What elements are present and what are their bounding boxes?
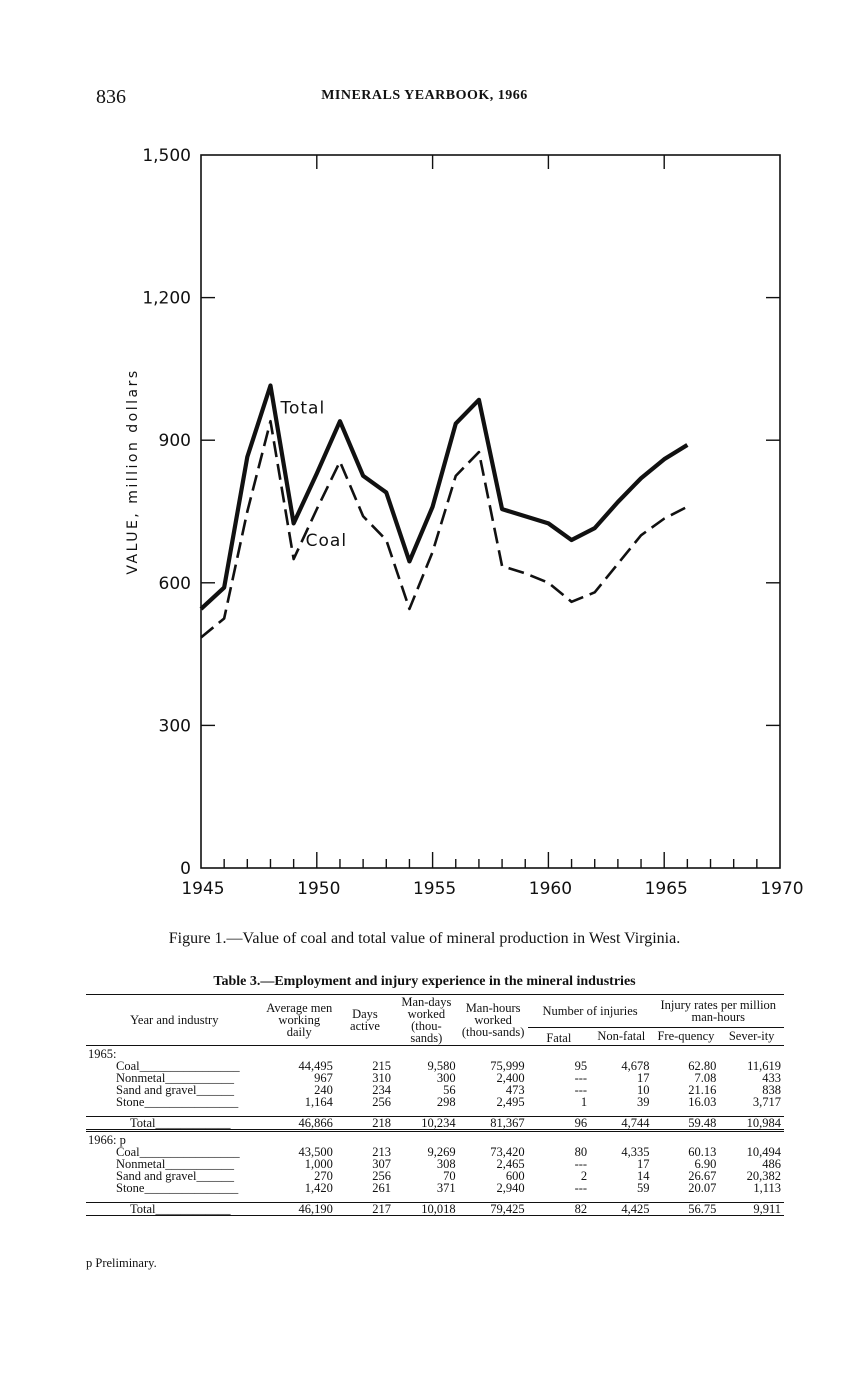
header-man-days: Man-days worked (thou-sands) xyxy=(394,995,459,1046)
x-tick-label: 1950 xyxy=(297,879,341,899)
x-tick-label: 1955 xyxy=(412,879,457,899)
cell-freq: 6.90 xyxy=(694,1157,717,1171)
x-tick-label: 1960 xyxy=(528,879,573,899)
y-axis-title: VALUE, million dollars xyxy=(125,368,141,575)
total-fatal: 82 xyxy=(528,1203,590,1216)
y-tick-label: 300 xyxy=(158,716,191,737)
total-nonfatal: 4,744 xyxy=(590,1117,652,1131)
y-tick-label: 0 xyxy=(180,859,191,879)
footnote: p Preliminary. xyxy=(86,1256,157,1270)
total-man-hours: 81,367 xyxy=(459,1117,528,1131)
cell-men: 1,420 xyxy=(304,1181,333,1195)
total-label: Total____________ xyxy=(86,1117,263,1131)
cell-man-hours: 2,465 xyxy=(496,1157,525,1171)
cell-men: 1,000 xyxy=(304,1157,333,1171)
total-man-hours: 79,425 xyxy=(459,1203,528,1216)
series-label-coal: Coal xyxy=(305,531,348,552)
row-industry: Coal________________ xyxy=(116,1059,240,1073)
cell-men: 270 xyxy=(314,1169,333,1183)
y-tick-label: 600 xyxy=(158,573,191,594)
series-layer xyxy=(201,386,687,638)
series-line-coal xyxy=(201,421,687,637)
cell-sev: 10,494 xyxy=(746,1145,781,1159)
x-tick-label: 1965 xyxy=(644,879,688,899)
row-industry: Nonmetal___________ xyxy=(116,1071,235,1085)
cell-sev: 1,113 xyxy=(753,1181,781,1195)
cell-days: 256 xyxy=(372,1169,392,1183)
header-injury-rates: Injury rates per million man-hours xyxy=(653,995,784,1028)
table-row xyxy=(86,1182,784,1194)
cell-man-hours: 473 xyxy=(505,1083,525,1097)
group-row xyxy=(86,1046,784,1061)
line-chart xyxy=(0,130,849,920)
cell-man-days: 298 xyxy=(436,1095,456,1109)
cell-fatal: 2 xyxy=(580,1169,588,1183)
cell-men: 44,495 xyxy=(298,1059,333,1073)
total-man-days: 10,234 xyxy=(394,1117,459,1131)
cell-fatal: 95 xyxy=(574,1059,588,1073)
cell-sev: 3,717 xyxy=(752,1095,781,1109)
cell-freq: 21.16 xyxy=(688,1083,717,1097)
total-freq: 59.48 xyxy=(653,1117,720,1131)
table-title: Table 3.—Employment and injury experience in the mineral industries xyxy=(213,974,636,989)
cell-sev: 486 xyxy=(762,1157,781,1171)
cell-man-days: 70 xyxy=(443,1169,456,1183)
cell-man-days: 371 xyxy=(436,1181,456,1195)
header-nonfatal: Non-fatal xyxy=(590,1027,652,1045)
x-tick-label: 1945 xyxy=(181,879,225,899)
cell-sev: 11,619 xyxy=(747,1059,781,1073)
cell-days: 307 xyxy=(372,1157,392,1171)
series-label-total: Total xyxy=(280,398,326,419)
cell-sev: 838 xyxy=(762,1083,781,1097)
cell-nonfatal: 4,678 xyxy=(621,1059,650,1073)
header-days-active: Days active xyxy=(336,995,394,1046)
group-label: 1965: xyxy=(88,1047,117,1061)
cell-man-hours: 600 xyxy=(505,1169,525,1183)
cell-freq: 26.67 xyxy=(688,1169,717,1183)
series-line-total xyxy=(201,386,687,609)
cell-days: 256 xyxy=(372,1095,392,1109)
group-label: 1966: p xyxy=(88,1133,126,1147)
cell-fatal: --- xyxy=(574,1071,588,1085)
row-industry: Sand and gravel______ xyxy=(116,1083,235,1097)
total-men: 46,866 xyxy=(263,1117,336,1131)
x-axis-ticks xyxy=(181,155,803,899)
row-industry: Stone_______________ xyxy=(116,1095,239,1109)
cell-nonfatal: 59 xyxy=(637,1181,650,1195)
cell-men: 967 xyxy=(314,1071,333,1085)
header-fatal: Fatal xyxy=(528,1027,590,1045)
cell-fatal: --- xyxy=(574,1181,588,1195)
running-head: MINERALS YEARBOOK, 1966 xyxy=(321,88,528,103)
total-fatal: 96 xyxy=(528,1117,590,1131)
cell-nonfatal: 10 xyxy=(637,1083,650,1097)
page-number: 836 xyxy=(96,86,126,108)
cell-freq: 62.80 xyxy=(688,1059,717,1073)
row-industry: Coal________________ xyxy=(116,1145,240,1159)
cell-days: 213 xyxy=(372,1145,392,1159)
total-nonfatal: 4,425 xyxy=(590,1203,652,1216)
cell-men: 240 xyxy=(314,1083,333,1097)
labels-layer xyxy=(125,368,347,574)
cell-man-hours: 73,420 xyxy=(490,1145,525,1159)
total-men: 46,190 xyxy=(263,1203,336,1216)
header-year-industry: Year and industry xyxy=(86,995,263,1046)
total-sev: 9,911 xyxy=(719,1203,784,1216)
group-row xyxy=(86,1131,784,1147)
cell-man-hours: 2,495 xyxy=(496,1095,525,1109)
cell-days: 234 xyxy=(372,1083,392,1097)
cell-sev: 20,382 xyxy=(746,1169,781,1183)
x-tick-label: 1970 xyxy=(760,879,804,899)
row-industry: Sand and gravel______ xyxy=(116,1169,235,1183)
cell-fatal: 1 xyxy=(580,1095,588,1109)
cell-freq: 7.08 xyxy=(694,1071,717,1085)
cell-freq: 60.13 xyxy=(688,1145,717,1159)
table-body xyxy=(86,1046,784,1216)
y-tick-label: 900 xyxy=(158,431,191,452)
cell-nonfatal: 17 xyxy=(637,1071,650,1085)
cell-nonfatal: 17 xyxy=(637,1157,650,1171)
cell-nonfatal: 4,335 xyxy=(621,1145,650,1159)
cell-fatal: --- xyxy=(574,1157,588,1171)
total-days: 217 xyxy=(336,1203,394,1216)
cell-man-hours: 75,999 xyxy=(490,1059,525,1073)
cell-days: 261 xyxy=(372,1181,392,1195)
header-severity: Sever-ity xyxy=(719,1027,784,1045)
total-days: 218 xyxy=(336,1117,394,1131)
header-frequency: Fre-quency xyxy=(653,1027,720,1045)
cell-fatal: --- xyxy=(574,1083,588,1097)
total-row xyxy=(86,1117,784,1131)
total-sev: 10,984 xyxy=(719,1117,784,1131)
cell-days: 215 xyxy=(372,1059,392,1073)
cell-men: 43,500 xyxy=(298,1145,333,1159)
table-row xyxy=(86,1096,784,1108)
cell-man-hours: 2,400 xyxy=(496,1071,525,1085)
row-industry: Nonmetal___________ xyxy=(116,1157,235,1171)
row-industry: Stone_______________ xyxy=(116,1181,239,1195)
cell-nonfatal: 14 xyxy=(637,1169,650,1183)
total-row xyxy=(86,1203,784,1216)
cell-freq: 16.03 xyxy=(688,1095,717,1109)
employment-injury-table xyxy=(86,994,784,1216)
cell-man-days: 308 xyxy=(436,1157,456,1171)
cell-men: 1,164 xyxy=(304,1095,333,1109)
header-number-of-injuries: Number of injuries xyxy=(528,995,653,1028)
figure-caption: Figure 1.—Value of coal and total value of mineral production in West Virginia. xyxy=(168,930,681,947)
cell-man-days: 300 xyxy=(436,1071,456,1085)
cell-man-days: 56 xyxy=(443,1083,456,1097)
header-average-men: Average men working daily xyxy=(263,995,336,1046)
y-tick-label: 1,200 xyxy=(142,288,191,309)
cell-fatal: 80 xyxy=(574,1145,588,1159)
header-man-hours: Man-hours worked (thou-sands) xyxy=(459,995,528,1046)
cell-sev: 433 xyxy=(762,1071,781,1085)
cell-freq: 20.07 xyxy=(688,1181,717,1195)
cell-man-hours: 2,940 xyxy=(496,1181,525,1195)
cell-days: 310 xyxy=(372,1071,392,1085)
cell-nonfatal: 39 xyxy=(637,1095,650,1109)
cell-man-days: 9,269 xyxy=(427,1145,456,1159)
y-tick-label: 1,500 xyxy=(142,146,191,166)
total-freq: 56.75 xyxy=(653,1203,720,1216)
total-label: Total____________ xyxy=(86,1203,263,1216)
total-man-days: 10,018 xyxy=(394,1203,459,1216)
cell-man-days: 9,580 xyxy=(427,1059,456,1073)
